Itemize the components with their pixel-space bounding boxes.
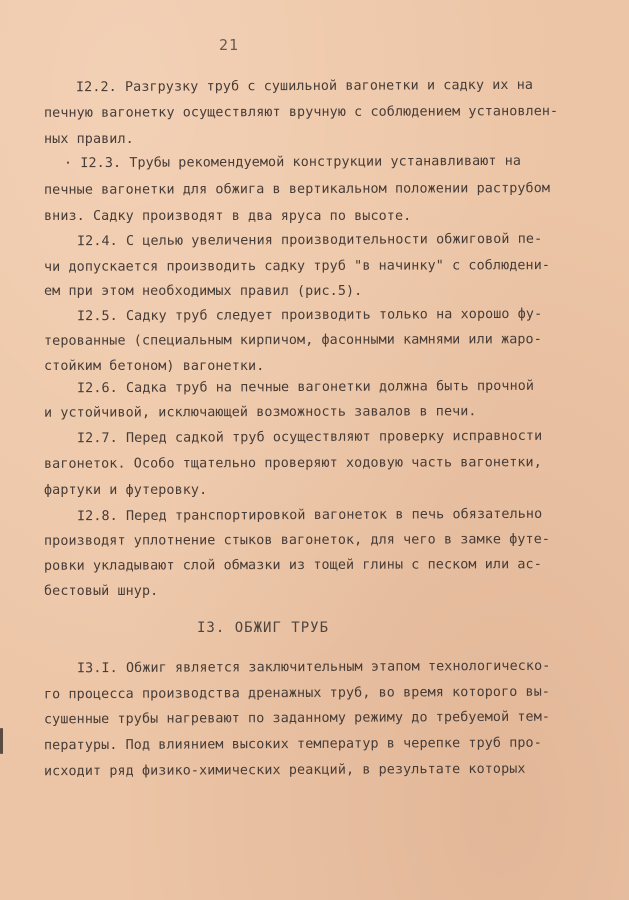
text-line: фартуки и футеровку. [44, 483, 208, 498]
text-line: I3.I. Обжиг является заключительным этапом технологическо- [76, 658, 551, 677]
text-line: производят уплотнение стыков вагонеток, для чего в замке футе- [43, 532, 551, 549]
text-line: исходит ряд физико-химических реакций, в результате которых [43, 761, 526, 780]
text-line: I2.2. Разгрузку труб с сушильной вагонетки и садку их на [75, 77, 534, 96]
text-line: I2.7. Перед садкой труб осуществляют проверку исправности [76, 428, 543, 447]
section-heading: I3. ОБЖИГ ТРУБ [197, 620, 330, 636]
text-line: бестовый шнур. [44, 584, 159, 599]
text-line: чи допускается производить садку труб "в начинку" с соблюдени- [43, 258, 551, 275]
text-line: и устойчивой, исключающей возможность завалов в печи. [43, 404, 477, 421]
text-line: I2.4. С целью увеличения производительности обжиговой пе- [76, 231, 543, 250]
text-line: терованные (специальным кирпичом, фасонными камнями или жаро- [43, 332, 542, 349]
binding-mark [0, 728, 3, 754]
text-line: сушенные трубы нагревают по заданному режиму до требуемой тем- [43, 709, 551, 728]
text-line: печную вагонетку осуществляют вручную с соблюдением установлен- [43, 104, 559, 121]
text-line: · I2.3. Трубы рекомендуемой конструкции устанавливают на [63, 153, 522, 172]
text-line: пературы. Под влиянием высоких температур в черепке труб про- [43, 735, 542, 754]
text-line: ем при этом необходимых правил (рис.5). [44, 284, 363, 299]
text-line: ных правил. [44, 132, 134, 147]
text-line: I2.6. Садка труб на печные вагонетки должна быть прочной [76, 378, 535, 397]
text-line: вагонеток. Особо тщательно проверяют ходовую часть вагонетки, [43, 455, 542, 472]
text-line: стойким бетоном) вагонетки. [44, 359, 265, 374]
text-line: печные вагонетки для обжига в вертикальном положении раструбом [43, 181, 551, 198]
page-number: 21 [219, 36, 240, 54]
text-line: ровки укладывают слой обмазки из тощей глины с песком или ас- [43, 557, 542, 574]
text-line: вниз. Садку производят в два яруса по высоте. [44, 209, 412, 224]
text-line: го процесса производства дренажных труб, во время которого вы- [43, 684, 551, 703]
text-line: I2.5. Садку труб следует производить только на хорошо фу- [76, 306, 543, 325]
text-line: I2.8. Перед транспортировкой вагонеток в печь обязательно [76, 506, 543, 525]
